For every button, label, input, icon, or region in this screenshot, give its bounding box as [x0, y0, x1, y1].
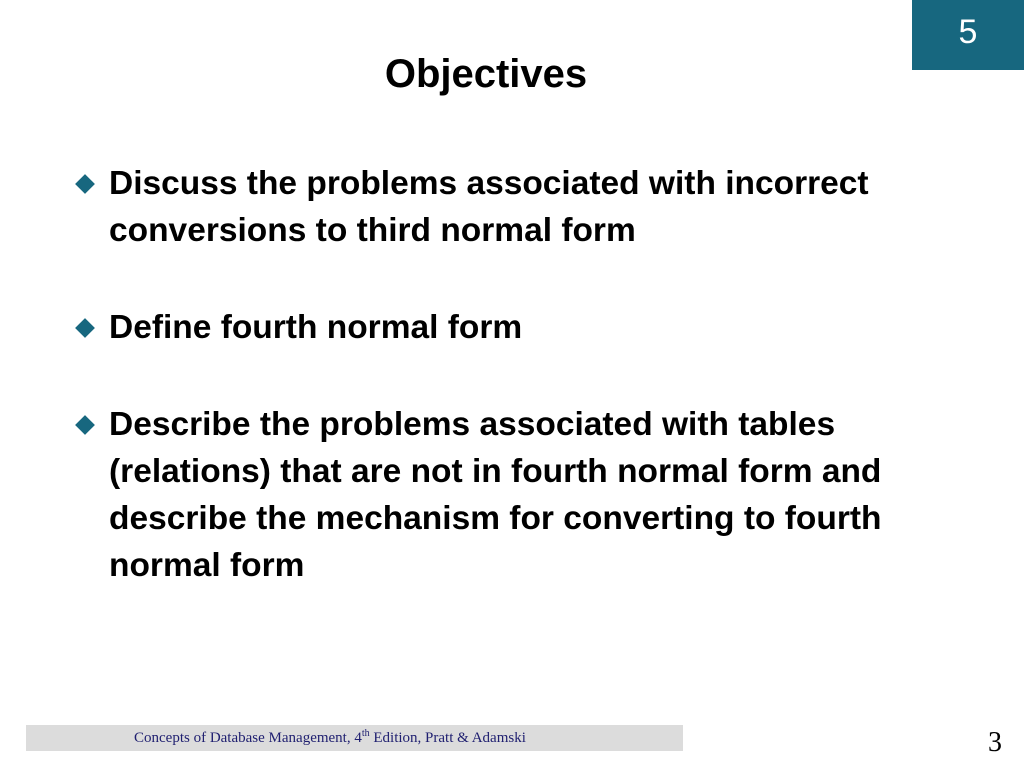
footer-superscript: th: [361, 728, 370, 739]
objective-text: Define fourth normal form: [109, 309, 523, 346]
diamond-bullet-icon: [75, 174, 95, 194]
diamond-bullet-icon: [75, 318, 95, 338]
diamond-bullet-icon: [75, 415, 95, 435]
slide-title: Objectives: [384, 52, 588, 96]
objective-text: Describe the problems associated with tables (relations) that are not in fourth normal form and describe the mechanism for converting to fourth normal form: [109, 406, 882, 584]
page-number: 3: [988, 727, 1002, 758]
footer-text-after: Edition, Pratt & Adamski: [369, 730, 526, 746]
chapter-number-badge: 5: [912, 0, 1024, 70]
objective-item: [72, 401, 932, 589]
objective-item: [72, 160, 932, 254]
objective-item: [72, 304, 932, 351]
footer-text-before: Concepts of Database Management, 4: [134, 730, 362, 746]
objective-text: Discuss the problems associated with incorrect conversions to third normal form: [109, 165, 869, 249]
objectives-list: [72, 160, 932, 639]
footer-citation: [134, 728, 526, 747]
footer-bar: [26, 725, 683, 751]
